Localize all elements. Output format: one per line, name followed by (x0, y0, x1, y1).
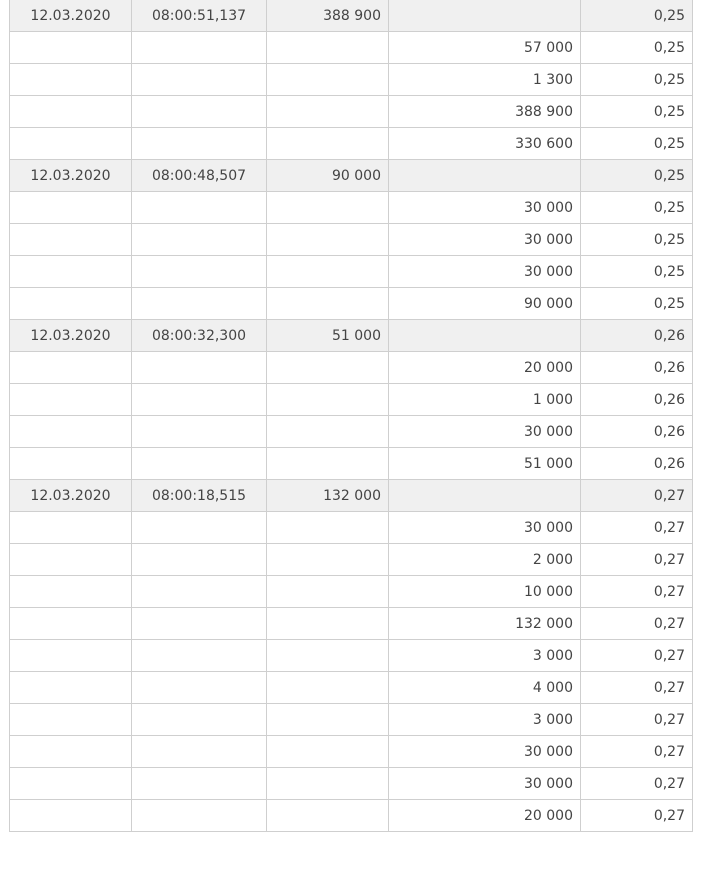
trade-date-cell (10, 576, 132, 608)
trade-date-cell (10, 768, 132, 800)
trade-volume-cell: 51 000 (267, 320, 389, 352)
trade-volume-cell (267, 800, 389, 832)
trade-detail-row (10, 224, 693, 256)
trade-date-cell (10, 288, 132, 320)
trade-detail-row (10, 384, 693, 416)
trade-date-cell (10, 96, 132, 128)
sub-volume-cell: 30 000 (389, 256, 581, 288)
trade-price-cell: 0,25 (581, 192, 693, 224)
trade-price-cell: 0,26 (581, 448, 693, 480)
trades-table-body (10, 0, 693, 832)
sub-volume-cell: 51 000 (389, 448, 581, 480)
trade-volume-cell (267, 224, 389, 256)
trade-time-cell (132, 704, 267, 736)
sub-volume-cell: 388 900 (389, 96, 581, 128)
trade-price-cell: 0,26 (581, 352, 693, 384)
sub-volume-cell: 330 600 (389, 128, 581, 160)
trade-volume-cell (267, 192, 389, 224)
trade-volume-cell (267, 672, 389, 704)
trade-price-cell: 0,25 (581, 32, 693, 64)
trade-detail-row (10, 64, 693, 96)
trade-price-cell: 0,25 (581, 160, 693, 192)
trade-date-cell (10, 640, 132, 672)
trade-date-cell: 12.03.2020 (10, 320, 132, 352)
trade-volume-cell (267, 736, 389, 768)
trade-date-cell: 12.03.2020 (10, 480, 132, 512)
trade-volume-cell (267, 416, 389, 448)
sub-volume-cell: 30 000 (389, 192, 581, 224)
trade-time-cell (132, 128, 267, 160)
sub-volume-cell (389, 480, 581, 512)
trade-date-cell (10, 736, 132, 768)
trade-time-cell (132, 736, 267, 768)
trade-volume-cell (267, 576, 389, 608)
trade-volume-cell (267, 704, 389, 736)
sub-volume-cell (389, 320, 581, 352)
trade-price-cell: 0,27 (581, 672, 693, 704)
sub-volume-cell (389, 160, 581, 192)
trade-date-cell: 12.03.2020 (10, 0, 132, 32)
sub-volume-cell: 132 000 (389, 608, 581, 640)
trade-price-cell: 0,25 (581, 128, 693, 160)
trade-volume-cell (267, 640, 389, 672)
trade-price-cell: 0,27 (581, 800, 693, 832)
trade-date-cell (10, 64, 132, 96)
trade-time-cell: 08:00:48,507 (132, 160, 267, 192)
trade-detail-row (10, 352, 693, 384)
trade-time-cell (132, 256, 267, 288)
trade-price-cell: 0,27 (581, 608, 693, 640)
trade-detail-row (10, 576, 693, 608)
trade-time-cell (132, 768, 267, 800)
trade-detail-row (10, 768, 693, 800)
sub-volume-cell: 30 000 (389, 768, 581, 800)
trade-time-cell (132, 32, 267, 64)
sub-volume-cell: 4 000 (389, 672, 581, 704)
trade-time-cell (132, 288, 267, 320)
trade-time-cell (132, 800, 267, 832)
trade-price-cell: 0,25 (581, 64, 693, 96)
trade-price-cell: 0,27 (581, 576, 693, 608)
sub-volume-cell: 57 000 (389, 32, 581, 64)
trade-price-cell: 0,26 (581, 384, 693, 416)
trade-price-cell: 0,27 (581, 736, 693, 768)
trade-time-cell: 08:00:51,137 (132, 0, 267, 32)
trade-date-cell (10, 608, 132, 640)
trade-price-cell: 0,25 (581, 288, 693, 320)
trade-time-cell: 08:00:32,300 (132, 320, 267, 352)
trade-detail-row (10, 800, 693, 832)
trade-detail-row (10, 256, 693, 288)
trade-date-cell (10, 512, 132, 544)
trade-price-cell: 0,27 (581, 640, 693, 672)
trade-price-cell: 0,27 (581, 512, 693, 544)
sub-volume-cell: 30 000 (389, 736, 581, 768)
sub-volume-cell: 3 000 (389, 704, 581, 736)
trade-detail-row (10, 96, 693, 128)
trade-time-cell (132, 384, 267, 416)
trade-price-cell: 0,27 (581, 768, 693, 800)
trade-detail-row (10, 512, 693, 544)
trade-price-cell: 0,25 (581, 224, 693, 256)
trade-time-cell (132, 512, 267, 544)
trade-detail-row (10, 32, 693, 64)
trade-detail-row (10, 448, 693, 480)
sub-volume-cell: 1 300 (389, 64, 581, 96)
trade-time-cell (132, 448, 267, 480)
trade-price-cell: 0,27 (581, 480, 693, 512)
trade-detail-row (10, 416, 693, 448)
trade-detail-row (10, 672, 693, 704)
trade-group-row[interactable] (10, 0, 693, 32)
trade-price-cell: 0,27 (581, 704, 693, 736)
trade-volume-cell (267, 384, 389, 416)
trade-detail-row (10, 192, 693, 224)
trade-time-cell (132, 224, 267, 256)
trade-time-cell (132, 608, 267, 640)
trade-volume-cell: 388 900 (267, 0, 389, 32)
trade-date-cell (10, 416, 132, 448)
trade-price-cell: 0,26 (581, 320, 693, 352)
sub-volume-cell: 30 000 (389, 512, 581, 544)
trade-date-cell (10, 704, 132, 736)
trade-volume-cell (267, 544, 389, 576)
sub-volume-cell: 20 000 (389, 800, 581, 832)
trade-volume-cell (267, 448, 389, 480)
trade-price-cell: 0,25 (581, 0, 693, 32)
trade-volume-cell (267, 608, 389, 640)
trade-detail-row (10, 704, 693, 736)
trade-date-cell (10, 224, 132, 256)
trade-group-row[interactable] (10, 480, 693, 512)
trade-time-cell (132, 352, 267, 384)
sub-volume-cell (389, 0, 581, 32)
trade-time-cell (132, 640, 267, 672)
trade-group-row[interactable] (10, 320, 693, 352)
trade-volume-cell (267, 96, 389, 128)
trade-volume-cell: 132 000 (267, 480, 389, 512)
sub-volume-cell: 10 000 (389, 576, 581, 608)
trade-date-cell (10, 800, 132, 832)
trade-detail-row (10, 640, 693, 672)
trade-price-cell: 0,25 (581, 96, 693, 128)
trade-volume-cell (267, 352, 389, 384)
trade-time-cell (132, 416, 267, 448)
trade-price-cell: 0,26 (581, 416, 693, 448)
trade-date-cell (10, 672, 132, 704)
sub-volume-cell: 30 000 (389, 224, 581, 256)
trade-date-cell (10, 352, 132, 384)
trade-detail-row (10, 608, 693, 640)
sub-volume-cell: 1 000 (389, 384, 581, 416)
trade-detail-row (10, 128, 693, 160)
trade-volume-cell (267, 256, 389, 288)
trade-date-cell (10, 448, 132, 480)
trade-volume-cell (267, 32, 389, 64)
trade-volume-cell (267, 512, 389, 544)
sub-volume-cell: 90 000 (389, 288, 581, 320)
trade-volume-cell (267, 288, 389, 320)
trade-time-cell (132, 64, 267, 96)
sub-volume-cell: 2 000 (389, 544, 581, 576)
trade-price-cell: 0,25 (581, 256, 693, 288)
trade-time-cell: 08:00:18,515 (132, 480, 267, 512)
trade-detail-row (10, 544, 693, 576)
trade-date-cell (10, 32, 132, 64)
trade-volume-cell (267, 64, 389, 96)
trade-date-cell (10, 256, 132, 288)
trade-date-cell (10, 128, 132, 160)
trade-time-cell (132, 672, 267, 704)
trade-time-cell (132, 192, 267, 224)
trade-detail-row (10, 736, 693, 768)
sub-volume-cell: 3 000 (389, 640, 581, 672)
trade-price-cell: 0,27 (581, 544, 693, 576)
trade-time-cell (132, 576, 267, 608)
trade-volume-cell: 90 000 (267, 160, 389, 192)
trade-detail-row (10, 288, 693, 320)
sub-volume-cell: 30 000 (389, 416, 581, 448)
trade-group-row[interactable] (10, 160, 693, 192)
trades-table (9, 0, 693, 832)
trade-date-cell: 12.03.2020 (10, 160, 132, 192)
sub-volume-cell: 20 000 (389, 352, 581, 384)
trade-date-cell (10, 544, 132, 576)
trade-time-cell (132, 544, 267, 576)
trade-date-cell (10, 192, 132, 224)
trade-volume-cell (267, 128, 389, 160)
trade-date-cell (10, 384, 132, 416)
trade-time-cell (132, 96, 267, 128)
trade-volume-cell (267, 768, 389, 800)
